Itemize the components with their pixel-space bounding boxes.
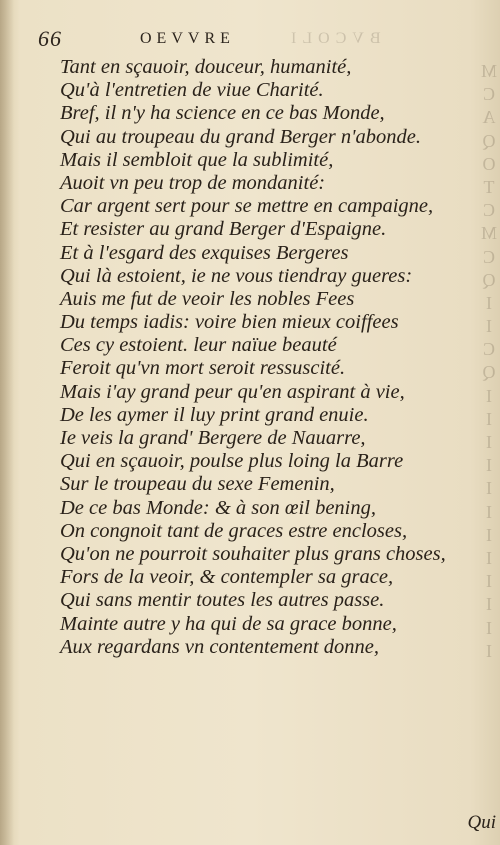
bleed-letter: I [486,640,492,661]
bleed-letter: A [482,107,496,128]
bleed-letter: T [483,176,495,197]
bleed-letter: I [486,455,492,476]
verse-line: Sur le troupeau du sexe Femenin, [60,473,335,496]
bleed-letter: I [486,571,492,592]
verse-line: Ces cy estoient. leur naïue beauté [60,334,337,357]
verse-line: Qu'à l'entretien de viue Charité. [60,79,324,102]
bleed-letter: C [483,246,496,267]
bleed-through-letters [480,60,498,663]
running-head: OEVVRE [140,30,235,47]
bleed-letter: M [481,61,498,81]
verse-line: Tant en sçauoir, douceur, humanité, [60,56,352,78]
verse-line: Auoit vn peu trop de mondanité: [60,171,326,194]
bleed-through-head: BVCOLI [285,30,381,47]
bleed-letter: C [483,200,496,221]
bleed-letter: C [483,84,496,105]
bleed-letter: I [486,617,492,638]
verse-line: Bref, il n'y ha science en ce bas Monde, [60,102,385,125]
bleed-letter: I [486,501,492,522]
verse-line: Qui sans mentir toutes les autres passe. [60,589,385,612]
bleed-letter: I [486,478,492,499]
verse-line: Auis me fut de veoir les nobles Fees [60,287,355,310]
verse-line: Qui là estoient, ie ne vous tiendray gueres: [60,264,413,287]
bleed-letter: O [482,153,496,174]
verse-line: Qu'on ne pourroit souhaiter plus grans choses, [60,542,446,565]
verse-line: Mais il sembloit que la sublimité, [60,148,334,171]
bleed-letter: I [486,292,492,313]
bleed-letter: I [486,524,492,545]
verse-line: Feroit qu'vn mort seroit ressuscité. [60,357,346,380]
verse-line: Ie veis la grand' Bergere de Nauarre, [60,427,366,449]
gutter-shadow [0,0,14,845]
verse-line: On congnoit tant de graces estre encloses, [60,519,408,542]
catchword: Qui [467,812,496,833]
verse-line: Mais i'ay grand peur qu'en aspirant à vie, [60,380,405,403]
verse-block [60,56,446,659]
bleed-letter: C [483,339,496,360]
verse-line: Qui au troupeau du grand Berger n'abonde. [60,125,422,148]
verse-line: Aux regardans vn contentement donne, [60,635,379,658]
verse-line: De les aymer il luy print grand enuie. [60,403,369,426]
verse-line: Qui en sçauoir, poulse plus loing la Barre [60,450,404,473]
verse-line: Car argent sert pour se mettre en campaigne, [60,195,434,218]
bleed-letter: Q [482,269,496,290]
bleed-letter: I [486,316,492,337]
bleed-letter: I [486,547,492,568]
verse-line: Du temps iadis: voire bien mieux coiffees [60,311,399,334]
verse-line: Mainte autre y ha qui de sa grace bonne, [60,612,397,635]
verse-line: De ce bas Monde: & à son œil bening, [60,496,376,519]
verse-line: Et resister au grand Berger d'Espaigne. [60,218,387,241]
bleed-letter: I [486,408,492,429]
verse-line: Et à l'esgard des exquises Bergeres [60,241,349,264]
verse-line: Fors de la veoir, & contempler sa grace, [60,566,394,589]
page-number: 66 [38,26,62,51]
bleed-letter: M [481,223,498,244]
bleed-letter: I [486,432,492,452]
bleed-letter: I [486,594,492,615]
bleed-letter: I [486,385,492,406]
bleed-letter: Q [482,362,496,383]
bleed-letter: Q [482,130,496,151]
